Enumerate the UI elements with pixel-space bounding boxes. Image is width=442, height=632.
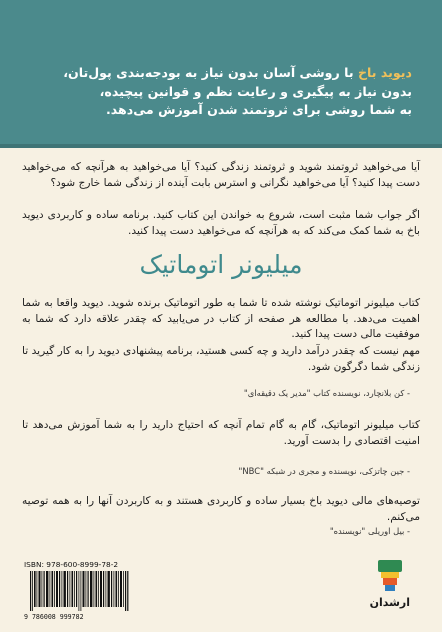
paragraph-answer: اگر جواب شما مثبت است، شروع به خواندن این کتاب کنید. برنامه ساده و کاربردی دیوید باخ به شما کمک می‌کند که به هرآنچه که می‌خواهید دست پیدا کنید. bbox=[22, 209, 420, 237]
intro-line-3: به شما روشی برای ثروتمند شدن آموزش می‌دهد. bbox=[105, 102, 412, 117]
quote-attribution-3: - بیل اوریلی "نویسنده" bbox=[329, 526, 410, 536]
isbn-text: ISBN: 978-600-8999-78-2 bbox=[24, 560, 119, 569]
intro-line-1: با روشی آسان بدون نیاز به بودجه‌بندی پول‌تان، bbox=[63, 65, 358, 80]
band-edge bbox=[0, 144, 442, 148]
top-color-band bbox=[0, 0, 442, 148]
paragraph-questions: آیا می‌خواهید ثروتمند شوید و ثروتمند زندگی کنید؟ آیا می‌خواهید به هرآنچه که می‌خواهید دست پیدا کنید؟ آیا می‌خواهید نگرانی و استرس بابت آینده از زندگی شما خارج شود؟ bbox=[22, 161, 420, 189]
book-title: میلیونر اتوماتیک bbox=[139, 250, 303, 279]
paragraph-review-4: توصیه‌های مالی دیوید باخ بسیار ساده و کاربردی هستند و به کاربردن آنها را به همه توصیه می‌کنم. bbox=[22, 495, 420, 523]
publisher-name: ارشدان bbox=[369, 596, 410, 609]
quote-attribution-1: - کن بلانچارد، نویسنده کتاب "مدیر یک دقیقه‌ای" bbox=[243, 388, 410, 398]
quote-attribution-2: - جین چاتزکی، نویسنده و مجری در شبکه "NBC" bbox=[238, 466, 410, 476]
intro-line-2: بدون نیاز به پیگیری و رعایت نظم و قوانین پیچیده، bbox=[99, 83, 412, 99]
publisher-logo bbox=[369, 558, 410, 620]
publisher-logo-icon bbox=[369, 558, 410, 620]
paragraph-review-1: کتاب میلیونر اتوماتیک نوشته شده تا شما به طور اتوماتیک برنده شوید. دیوید واقعا به شما اهمیت می‌دهد. با مطالعه هر صفحه از کتاب در می‌یابید که چقدر علاقه دارد که شما به موفقیت مالی دست پیدا کنید. bbox=[22, 297, 420, 341]
intro-text bbox=[30, 64, 412, 120]
paragraph-review-3: کتاب میلیونر اتوماتیک، گام به گام تمام آنچه که احتیاج دارید را به شما آموزش می‌دهد تا امنیت اقتصادی را بدست آورید. bbox=[22, 419, 420, 447]
paragraph-review-2: مهم نیست که چقدر درآمد دارید و چه کسی هستید، برنامه پیشنهادی دیوید را به کار گیرید تا زندگی شما دگرگون شود. bbox=[22, 345, 420, 373]
intro-author-name: دیوید باخ bbox=[357, 65, 412, 80]
barcode-icon bbox=[30, 571, 130, 611]
isbn-barcode bbox=[24, 560, 132, 626]
barcode-digits: 9 786008 999782 bbox=[24, 613, 84, 621]
